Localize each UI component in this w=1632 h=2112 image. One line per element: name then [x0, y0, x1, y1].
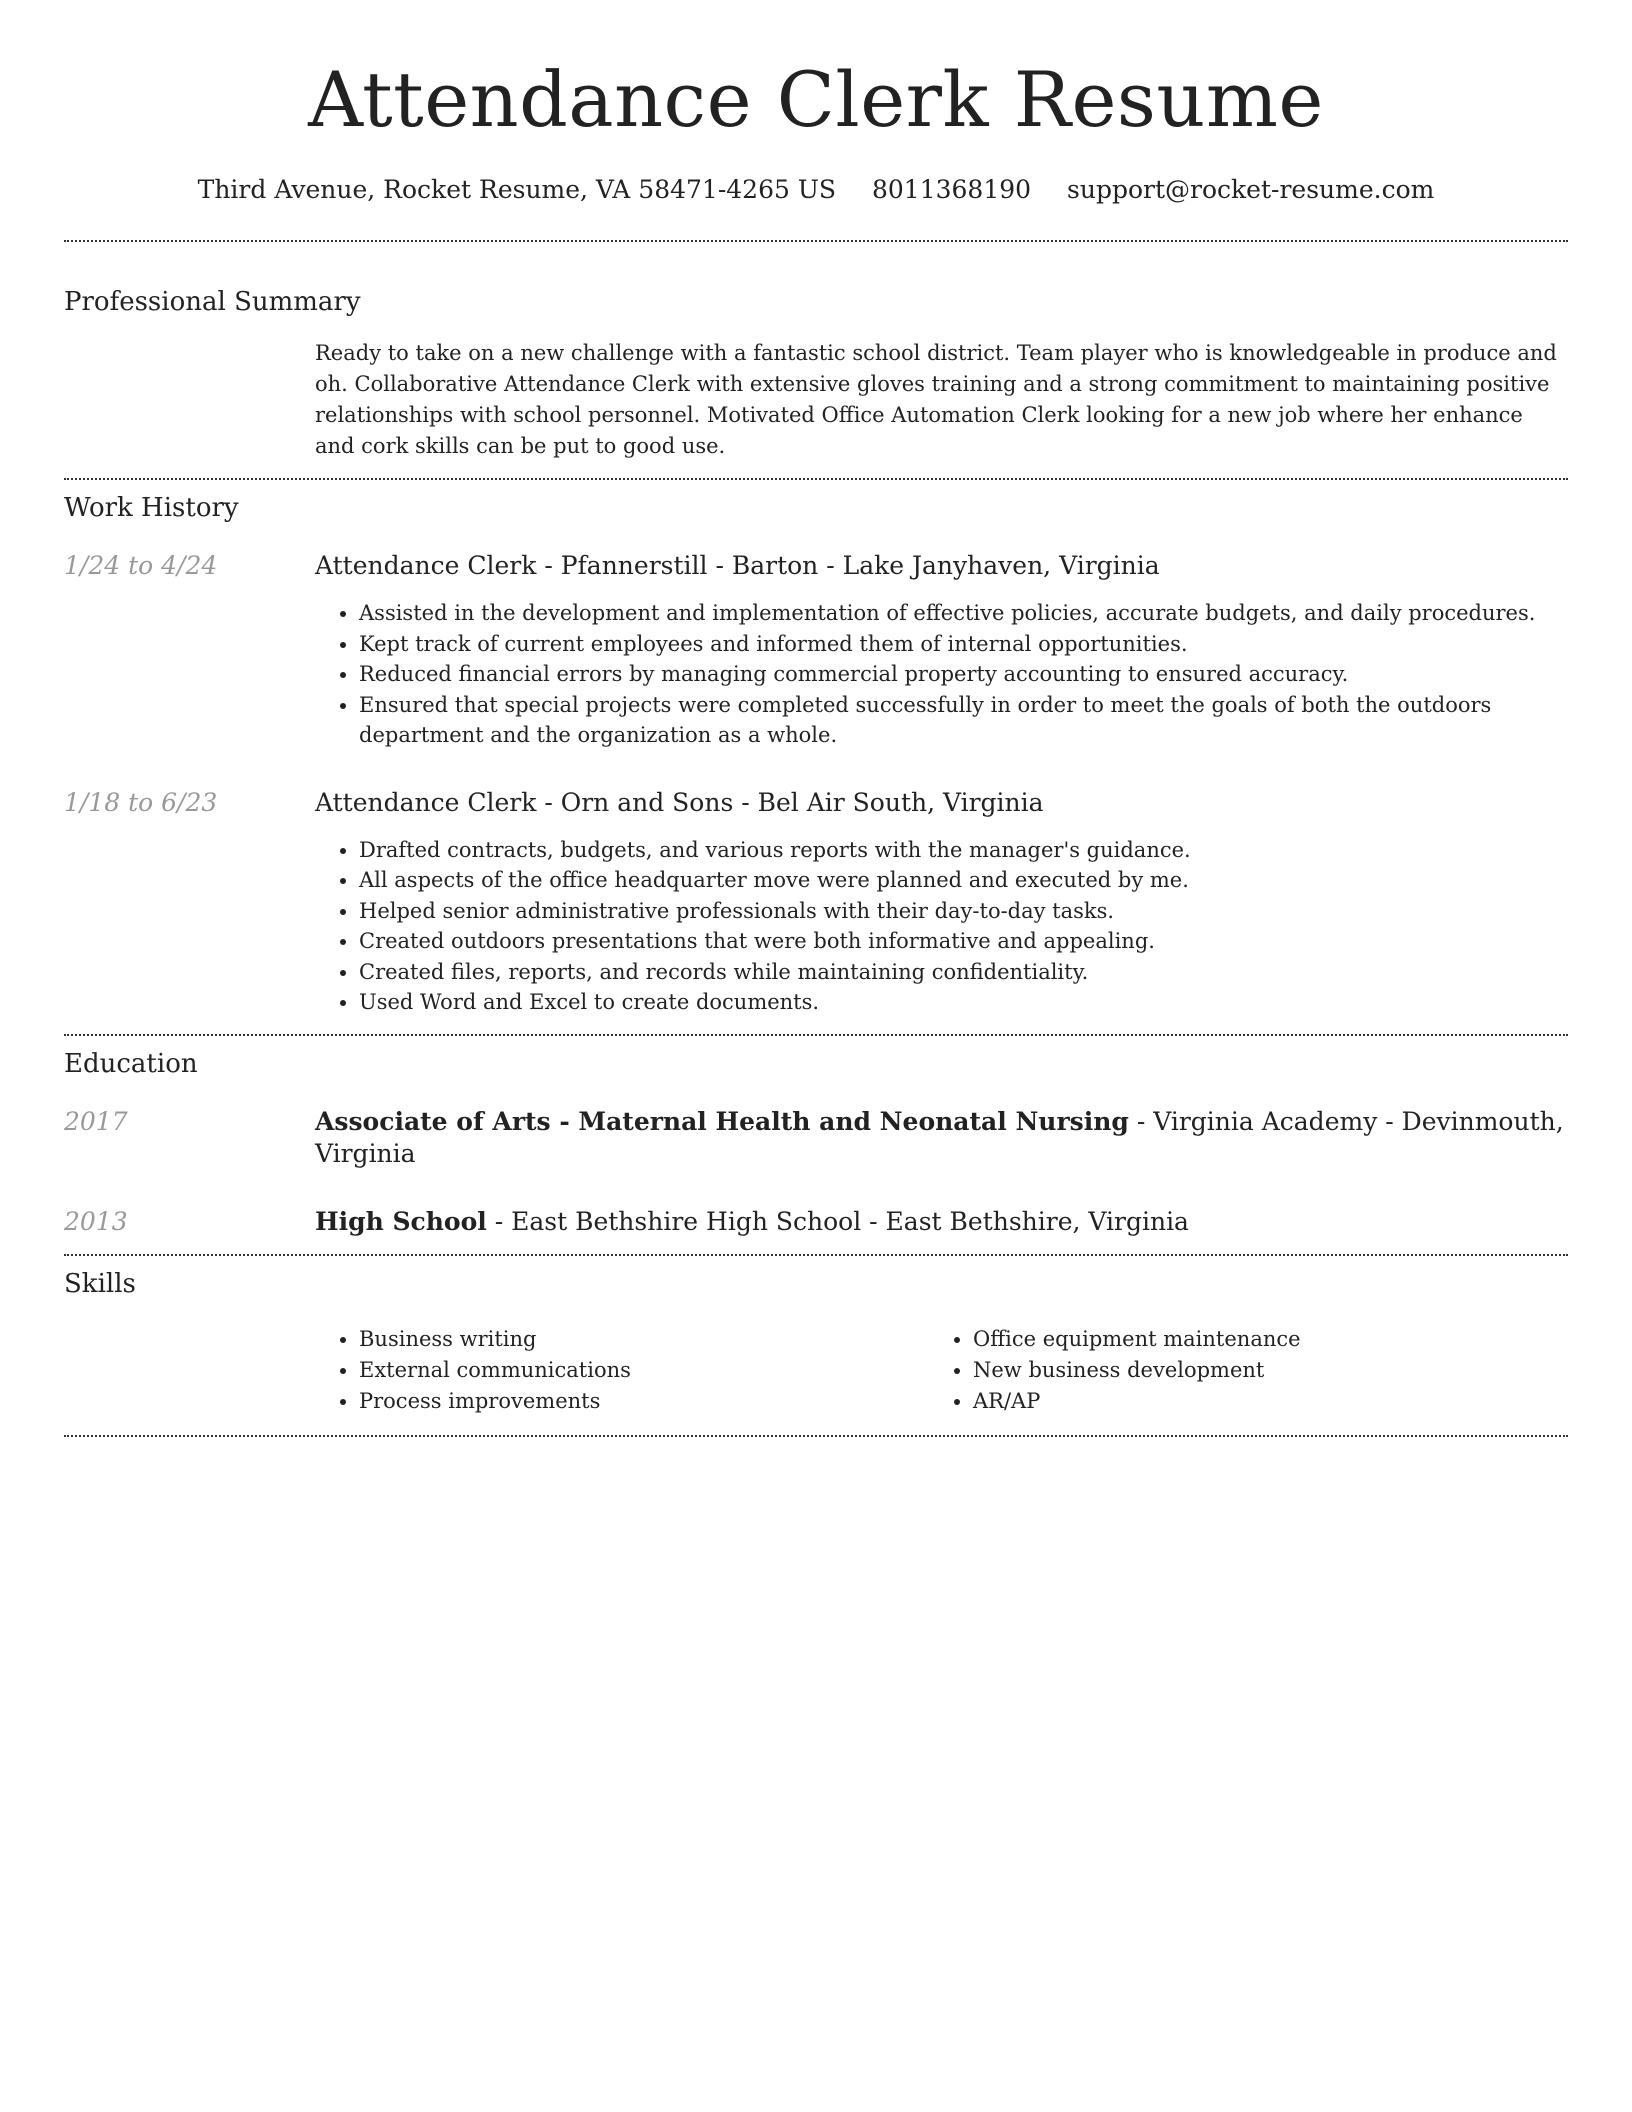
job-bullets: [315, 598, 1568, 751]
section-title-work-history: Work History: [64, 493, 239, 523]
divider: [64, 1435, 1568, 1437]
skills-section: [64, 1256, 1568, 1435]
list-item: • Reduced financial errors by managing commercial property accounting to ensured accuracy.: [359, 659, 1568, 690]
contact-line: [64, 174, 1568, 206]
job-date: 1/18 to 6/23: [64, 787, 218, 817]
list-item: • Created outdoors presentations that were both informative and appealing.: [359, 926, 1568, 957]
job-body: [315, 787, 1568, 1018]
job-bullets: [315, 835, 1568, 1018]
contact-email: support@rocket-resume.com: [1067, 175, 1435, 204]
summary-text: Ready to take on a new challenge with a fantastic school district. Team player who is knowledgeable in produce and oh. Collaborative Attendance Clerk with extensive gloves training and a strong commitment to maintaining positive relationships with school personnel. Motivated Office Automation Clerk looking for a new job where her enhance and cork skills can be put to good use.: [315, 341, 1557, 458]
education-entry: [64, 1206, 1568, 1238]
job-employer: - Orn and Sons - Bel Air South, Virginia: [536, 787, 1044, 817]
list-item: • Drafted contracts, budgets, and various reports with the manager's guidance.: [359, 835, 1568, 866]
job-body: [315, 550, 1568, 751]
list-item: • AR/AP: [973, 1386, 1543, 1417]
education-body: [315, 1106, 1568, 1170]
skills-column-1: [315, 1324, 929, 1417]
list-item: • External communications: [359, 1355, 929, 1386]
education-heading: [315, 1206, 1568, 1238]
education-section: [64, 1036, 1568, 1254]
education-degree: High School: [315, 1206, 487, 1236]
list-item: • Assisted in the development and implementation of effective policies, accurate budgets, and daily procedures.: [359, 598, 1568, 629]
education-school: - Virginia Academy - Devinmouth, Virginia: [315, 1106, 1564, 1168]
list-item: • Helped senior administrative professionals with their day-to-day tasks.: [359, 896, 1568, 927]
section-title-education: Education: [64, 1048, 198, 1079]
list-item: • Process improvements: [359, 1386, 929, 1417]
divider: [64, 240, 1568, 242]
list-item: • Office equipment maintenance: [973, 1324, 1543, 1355]
list-item: • Kept track of current employees and informed them of internal opportunities.: [359, 629, 1568, 660]
list-item: • New business development: [973, 1355, 1543, 1386]
job-heading: [315, 787, 1568, 819]
list-item: • Business writing: [359, 1324, 929, 1355]
contact-phone: 8011368190: [872, 175, 1032, 204]
job-entry: [64, 550, 1568, 751]
section-title-summary: Professional Summary: [64, 287, 361, 317]
list-item: • Ensured that special projects were completed successfully in order to meet the goals of both the outdoors department and the organization as a whole.: [359, 690, 1568, 751]
list-item: • Used Word and Excel to create documents.: [359, 987, 1568, 1018]
list-item: • All aspects of the office headquarter move were planned and executed by me.: [359, 865, 1568, 896]
section-title-skills: Skills: [64, 1268, 136, 1299]
page-title: Attendance Clerk Resume: [308, 55, 1324, 144]
education-heading: [315, 1106, 1568, 1170]
job-role: Attendance Clerk: [315, 551, 537, 580]
education-degree: Associate of Arts - Maternal Health and Neonatal Nursing: [315, 1106, 1129, 1136]
work-history-section: [64, 480, 1568, 1034]
contact-address: Third Avenue, Rocket Resume, VA 58471-4265 US: [197, 175, 837, 204]
skills-list: [315, 1324, 1568, 1435]
job-date: 1/24 to 4/24: [64, 551, 218, 580]
education-date: 2013: [64, 1206, 128, 1236]
job-role: Attendance Clerk: [315, 787, 537, 817]
education-date: 2017: [64, 1106, 128, 1136]
resume-header: [64, 0, 1568, 206]
job-heading: [315, 550, 1568, 582]
job-entry: [64, 787, 1568, 1018]
education-school: - East Bethshire High School - East Bethshire, Virginia: [486, 1206, 1189, 1236]
education-entry: [64, 1106, 1568, 1170]
skills-column-2: [929, 1324, 1543, 1417]
job-employer: - Pfannerstill - Barton - Lake Janyhaven, Virginia: [536, 551, 1160, 580]
education-body: [315, 1206, 1568, 1238]
summary-section: [64, 286, 1568, 478]
list-item: • Created files, reports, and records while maintaining confidentiality.: [359, 957, 1568, 988]
